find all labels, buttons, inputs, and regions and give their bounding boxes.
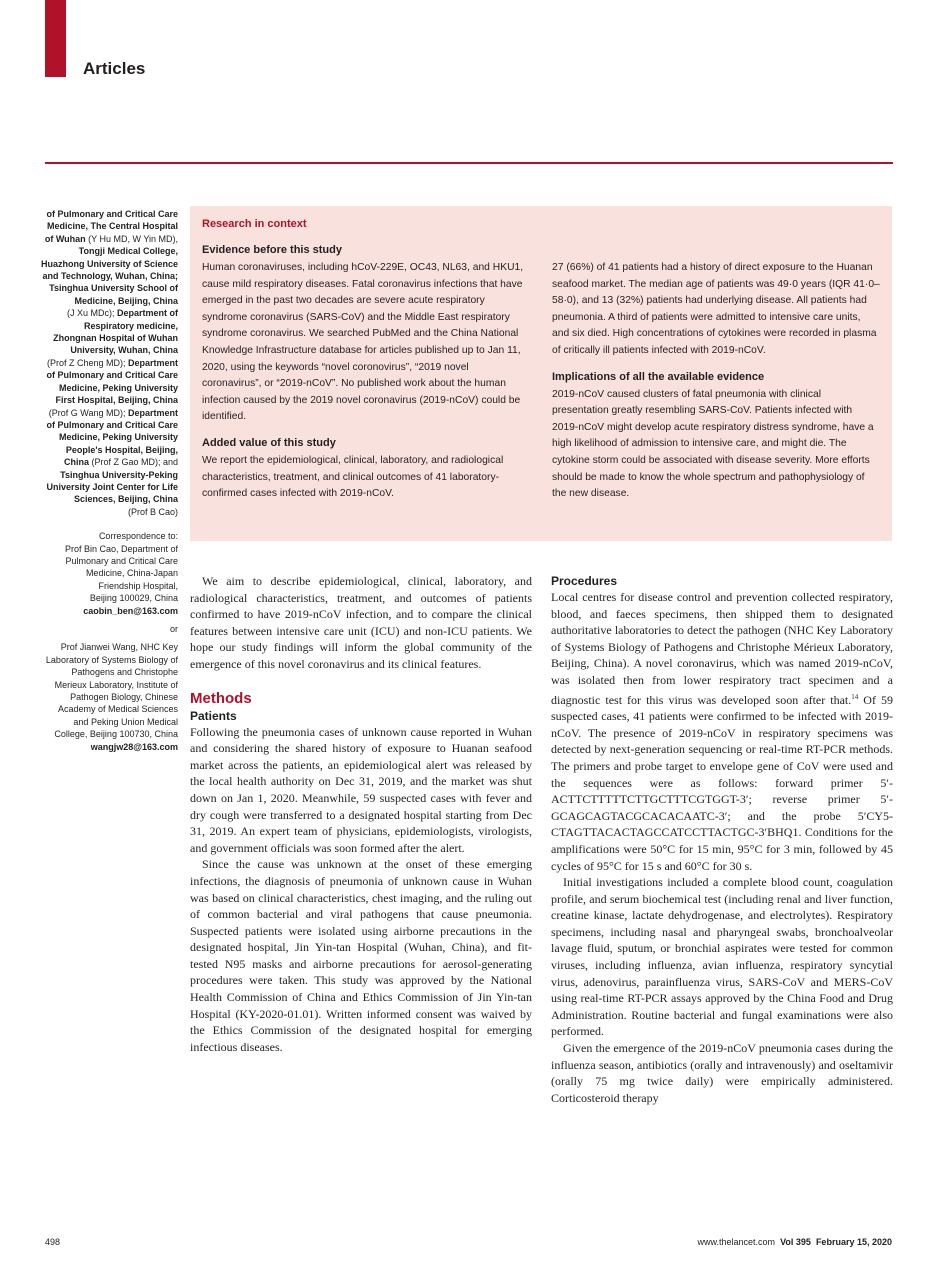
- affiliation-line: (Prof Z Cheng MD); Department: [46, 357, 178, 368]
- affiliation-lines: [40, 208, 178, 518]
- affiliation-line: Sciences, Beijing, China: [73, 494, 178, 505]
- research-in-context-panel: [190, 206, 892, 541]
- header-accent-bar: [45, 0, 66, 77]
- affiliations-sidebar: [40, 208, 178, 753]
- intro-paragraph: We aim to describe epidemiological, clinical, laboratory, and radiological characteristics, treatment, and outcomes of patients confirmed to have 2019-nCoV infection, and to compare the clinical features between intensive care unit (ICU) and non-ICU patients. We hope our study findings will inform the global community of the emergence of this novel coronavirus and its clinical features.: [190, 574, 532, 671]
- affiliation-line: University, Wuhan, China: [70, 345, 178, 356]
- page-number: 498: [45, 1237, 61, 1247]
- affiliation-line: (Prof G Wang MD); Department: [48, 407, 178, 418]
- evidence-before-heading: Evidence before this study: [202, 244, 342, 256]
- correspondence-line: Beijing 100029, China: [89, 593, 178, 604]
- procedures-paragraph-3: Given the emergence of the 2019-nCoV pneumonia cases during the influenza season, antibiotics (orally and intravenously) and oseltamivir (orally 75 mg twice daily) were empirically administered. Corticosteroid therapy: [551, 1041, 893, 1105]
- implications-heading: Implications of all the available evidence: [552, 370, 765, 383]
- added-value-heading: Added value of this study: [202, 436, 336, 449]
- evidence-before-text: Human coronaviruses, including hCoV-229E, OC43, NL63, and HKU1, cause mild respiratory diseases. Fatal coronavirus infections that have emerged in the past two decades are severe acute respiratory syndrome coronavirus (SARS-CoV) and the Middle East respiratory syndrome coronavirus. We searched PubMed and the China National Knowledge Infrastructure database for articles published up to Jan 11, 2020, using the keywords “novel coronovirus”, “2019 novel coronavirus”, or “2019-nCoV”. No published work about the human infection caused by the 2019 novel coronavirus (2019-nCoV) could be identified.: [202, 262, 524, 423]
- affiliation-line: Medicine, The Central Hospital: [46, 221, 178, 232]
- patients-paragraph-1: Following the pneumonia cases of unknown cause reported in Wuhan and considering the shared history of exposure to Huanan seafood market across the patients, an epidemiological alert was released by the local health authority on Dec 31, 2019, and the market was shut down on Jan 1, 2020. Meanwhile, 59 suspected cases with fever and dry cough were transferred to a designated hospital starting from Dec 31, 2019. An expert team of physicians, epidemiologists, virologists, and government officials was soon formed after the alert.: [190, 724, 532, 855]
- patients-heading: Patients: [190, 708, 237, 723]
- procedures-paragraph-2: Initial investigations included a complete blood count, coagulation profile, and serum biochemical test (including renal and liver function, creatine kinase, lactate dehydrogenase, and electrolytes). Respiratory specimens, including nasal and pharyngeal swabs, bronchoalveolar lavage fluid, sputum, or bronchial aspirates were tested for common viruses, including influenza, avian influenza, respiratory syncytial virus, adenovirus, parainfluenza virus, SARS-CoV and MERS-CoV using real-time RT-PCR assays approved by the China Food and Drug Administration. Routine bacterial and fungal examinations were also performed.: [551, 875, 893, 1039]
- correspondence-line: Academy of Medical Sciences: [57, 704, 178, 715]
- correspondence-line: Prof Jianwei Wang, NHC Key: [60, 642, 178, 653]
- research-in-context-title: Research in context: [202, 218, 307, 230]
- correspondence-line: Pathogens and Christophe: [71, 667, 178, 678]
- header-rule: [45, 162, 893, 164]
- body-column-right: [551, 573, 893, 1106]
- reference-superscript[interactable]: 14: [851, 692, 859, 701]
- affiliation-line: of Pulmonary and Critical Care: [46, 370, 178, 381]
- affiliation-line: Respiratory medicine,: [83, 320, 178, 331]
- affiliation-line: of Pulmonary and Critical Care: [46, 419, 178, 430]
- correspondence-or: or: [169, 624, 178, 634]
- correspondence-email-1[interactable]: caobin_ben@163.com: [83, 605, 178, 616]
- affiliation-line: and Technology, Wuhan, China;: [42, 271, 178, 282]
- implications-text: 2019-nCoV caused clusters of fatal pneumonia with clinical presentation greatly resembling SARS-CoV. Patients infected with 2019-nCoV might develop acute respiratory distress syndrome, have a high likelihood of admission to intensive care, and might die. The cytokine storm could be associated with disease severity. More efforts should be made to know the whole spectrum and pathophysiology of the new disease.: [552, 388, 874, 500]
- correspondence-line: Prof Bin Cao, Department of: [64, 543, 178, 554]
- affiliation-line: of Pulmonary and Critical Care: [46, 209, 178, 219]
- procedures-text-a: Local centres for disease control and prevention collected respiratory, blood, and faeces specimens, then shipped them to designated authoritative laboratories to detect the pathogen (NHC Key Laboratory of Systems Biology of Pathogens and Christophe Mérieux Laboratory, Beijing, China). A novel coronavirus, which was named 2019-nCoV, was isolated then from lower respiratory tract specimen and a diagnostic test for this virus was developed soon after that.: [551, 590, 893, 707]
- journal-date: February 15, 2020: [815, 1237, 892, 1247]
- affiliation-line: First Hospital, Beijing, China: [55, 395, 178, 406]
- added-value-continued: 27 (66%) of 41 patients had a history of direct exposure to the Huanan seafood market. The median age of patients was 49·0 years (IQR 41·0–58·0), and 13 (32%) patients had underlying disease. All patients had pneumonia. A third of patients were admitted to intensive care units, and six died. High concentrations of cytokines were recorded in plasma of critically ill patients infected with 2019-nCoV.: [552, 262, 880, 356]
- affiliation-line: China (Prof Z Gao MD); and: [63, 457, 178, 468]
- correspondence-line: Friendship Hospital,: [98, 580, 178, 591]
- ric-left-column: [202, 243, 530, 513]
- section-label: Articles: [83, 59, 146, 78]
- correspondence-line: Pathogen Biology, Chinese: [70, 692, 178, 703]
- ric-right-column: [552, 243, 880, 513]
- methods-heading: Methods: [190, 689, 252, 707]
- affiliation-line: University Joint Center for Life: [46, 481, 178, 492]
- journal-volume: Vol 395: [780, 1237, 811, 1247]
- correspondence-email-2[interactable]: wangjw28@163.com: [90, 741, 178, 752]
- affiliation-line: Medicine, Peking University: [58, 432, 178, 443]
- correspondence-line: Laboratory of Systems Biology of: [45, 654, 178, 665]
- affiliation-line: Medicine, Beijing, China: [74, 295, 178, 306]
- added-value-text: We report the epidemiological, clinical, laboratory, and radiological characteristics, treatment, and clinical outcomes of 41 laboratory-confirmed cases infected with 2019-nCoV.: [202, 454, 504, 500]
- correspondence-block-2: [40, 641, 178, 740]
- correspondence-line: and Peking Union Medical: [73, 716, 178, 727]
- procedures-text-b: Of 59 suspected cases, 41 patients were confirmed to be infected with 2019-nCoV. The presence of 2019-nCoV in respiratory specimens was detected by next-generation sequencing or real-time RT-PCR methods. The primers and probe target to envelope gene of CoV were used and the sequences were as follows: forward primer 5′-ACTTCTTTTTCTTGCTTTCGTGGT-3′; reverse primer 5′-GCAGCAGTACGCACACAATC-3′; and the probe 5′CY5-CTAGTTACACTAGCCATCCTTACTGC-3′BHQ1. Conditions for the amplifications were 50°C for 15 min, 95°C for 3 min, followed by 45 cycles of 95°C for 15 s and 60°C for 30 s.: [551, 692, 893, 873]
- affiliation-line: Zhongnan Hospital of Wuhan: [53, 333, 178, 344]
- correspondence-line: Correspondence to:: [98, 531, 178, 542]
- affiliation-line: Medicine, Peking University: [58, 382, 178, 393]
- correspondence-line: Merieux Laboratory, Institute of: [54, 679, 178, 690]
- affiliation-line: Tsinghua University School of: [49, 283, 178, 294]
- affiliation-line: Huazhong University of Science: [40, 258, 178, 269]
- correspondence-line: Medicine, China-Japan: [85, 568, 178, 579]
- affiliation-line: of Wuhan (Y Hu MD, W Yin MD),: [44, 233, 178, 244]
- affiliation-line: People's Hospital, Beijing,: [65, 444, 178, 455]
- journal-url[interactable]: www.thelancet.com: [697, 1237, 776, 1247]
- correspondence-line: College, Beijing 100730, China: [54, 729, 178, 740]
- procedures-heading: Procedures: [551, 574, 618, 588]
- correspondence-block: [40, 530, 178, 604]
- affiliation-line: (J Xu MDc); Department of: [66, 308, 178, 319]
- patients-paragraph-2: Since the cause was unknown at the onset of these emerging infections, the diagnosis of pneumonia of unknown cause in Wuhan was based on clinical characteristics, chest imaging, and the ruling out of common bacterial and viral pathogens that cause pneumonia. Suspected patients were isolated using airborne precautions in the designated hospital, Jin Yin-tan Hospital (Wuhan, China), and fit-tested N95 masks and airborne precautions for aerosol-generating procedures were taken. This study was approved by the National Health Commission of China and Ethics Commission of Jin Yin-tan Hospital (KY-2020-01.01). Written informed consent was waived by the Ethics Commission of the designated hospital for emerging infectious diseases.: [190, 857, 532, 1054]
- affiliation-line: Tongji Medical College,: [78, 246, 178, 257]
- affiliation-line: (Prof B Cao): [127, 506, 178, 517]
- journal-footer: [698, 1237, 893, 1247]
- correspondence-line: Pulmonary and Critical Care: [65, 555, 178, 566]
- body-column-left: [190, 573, 532, 1055]
- procedures-paragraph-1: [551, 589, 893, 874]
- affiliation-line: Tsinghua University-Peking: [60, 469, 178, 480]
